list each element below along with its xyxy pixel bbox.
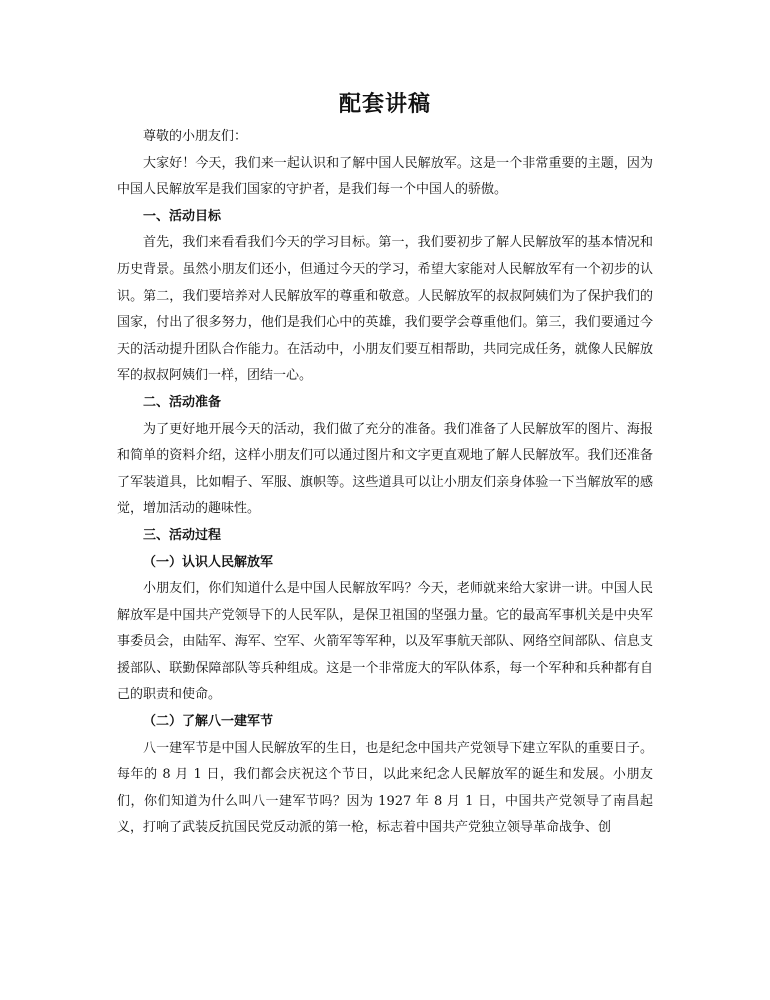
- page-title: 配套讲稿: [338, 91, 431, 117]
- section-body-goals: 首先，我们来看看我们今天的学习目标。第一，我们要初步了解人民解放军的基本情况和历史背景。虽然小朋友们还小，但通过今天的学习，希望大家能对人民解放军有一个初步的认识。第二，我们要培养对人民解放军的尊重和敬意。人民解放军的叔叔阿姨们为了保护我们的国家，付出了很多努力，他们是我们心中的英雄，我们要学会尊重他们。第三，我们要通过今天的活动提升团队合作能力。在活动中，小朋友们要互相帮助，共同完成任务，就像人民解放军的叔叔阿姨们一样，团结一心。: [117, 235, 653, 384]
- section-heading-preparation: 二、活动准备: [143, 394, 222, 410]
- salutation: 尊敬的小朋友们：: [143, 129, 248, 144]
- section-heading-process: 三、活动过程: [143, 527, 222, 543]
- intro-paragraph: 大家好！今天，我们来一起认识和了解中国人民解放军。这是一个非常重要的主题，因为中国人民解放军是我们国家的守护者，是我们每一个中国人的骄傲。: [117, 155, 653, 198]
- section-body-preparation: 为了更好地开展今天的活动，我们做了充分的准备。我们准备了人民解放军的图片、海报和简单的资料介绍，这样小朋友们可以通过图片和文字更直观地了解人民解放军。我们还准备了军装道具，比如帽子、军服、旗帜等。这些道具可以让小朋友们亲身体验一下当解放军的感觉，增加活动的趣味性。: [117, 421, 653, 517]
- document-body: [117, 124, 653, 842]
- section-heading-goals: 一、活动目标: [143, 208, 222, 224]
- subsection-heading-know-pla: （一）认识人民解放军: [143, 554, 274, 570]
- subsection-body-army-day: 八一建军节是中国人民解放军的生日，也是纪念中国共产党领导下建立军队的重要日子。每年的 8 月 1 日，我们都会庆祝这个节日，以此来纪念人民解放军的诞生和发展。小朋友们，你们知道为什么叫八一建军节吗？因为 1927 年 8 月 1 日，中国共产党领导了南昌起义，打响了武装反抗国民党反动派的第一枪，标志着中国共产党独立领导革命战争、创: [117, 740, 653, 836]
- subsection-heading-army-day: （二）了解八一建军节: [143, 714, 274, 730]
- subsection-body-know-pla: 小朋友们，你们知道什么是中国人民解放军吗？今天，老师就来给大家讲一讲。中国人民解放军是中国共产党领导下的人民军队，是保卫祖国的坚强力量。它的最高军事机关是中央军事委员会，由陆军、海军、空军、火箭军等军种，以及军事航天部队、网络空间部队、信息支援部队、联勤保障部队等兵种组成。这是一个非常庞大的军队体系，每一个军种和兵种都有自己的职责和使命。: [117, 581, 653, 703]
